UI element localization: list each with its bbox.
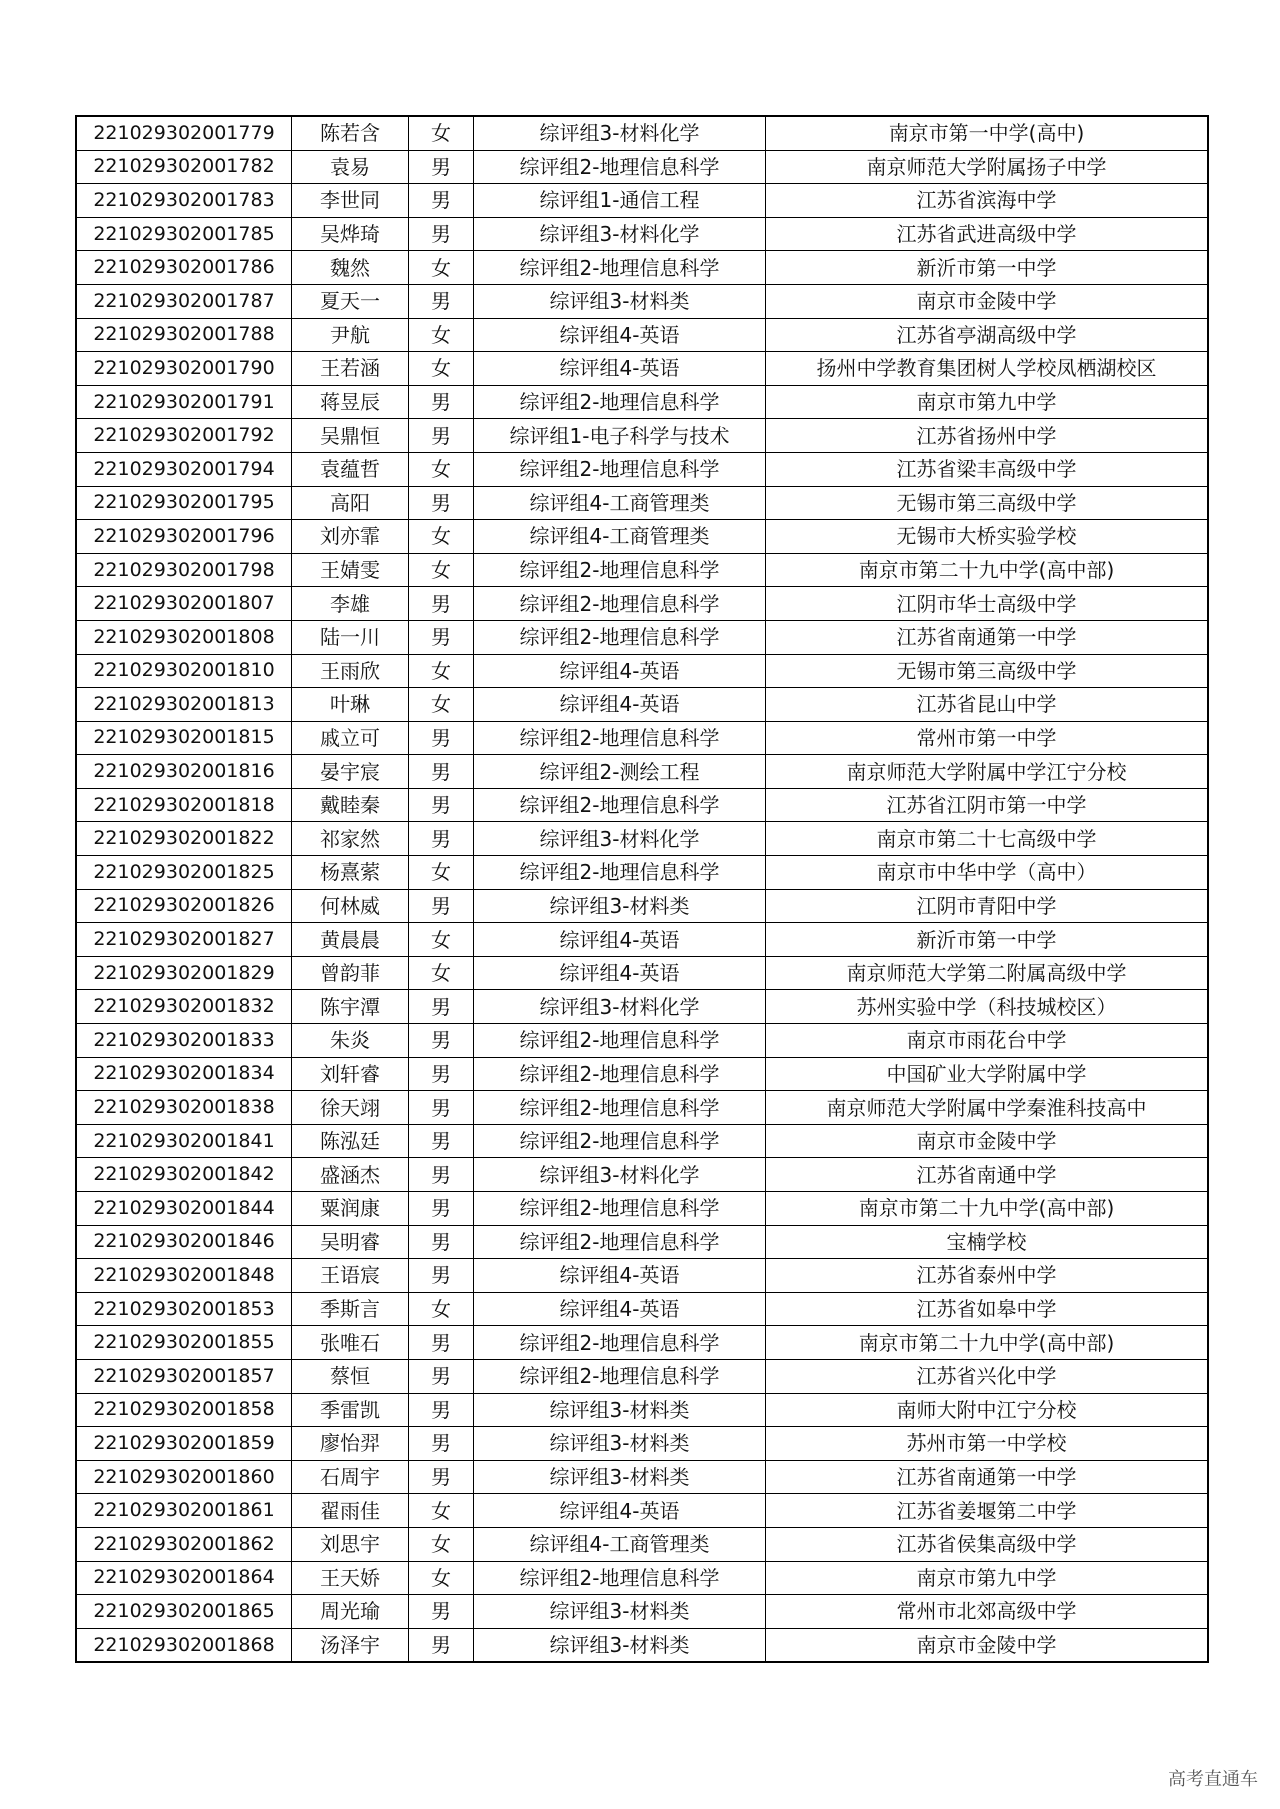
name-cell: 王天娇 xyxy=(292,1561,409,1595)
school-cell: 南京市第九中学 xyxy=(766,1561,1209,1595)
gender-cell: 男 xyxy=(409,1192,474,1226)
group-major-cell: 综评组2-地理信息科学 xyxy=(474,1091,766,1125)
table-row xyxy=(76,1628,1208,1662)
name-cell: 戚立可 xyxy=(292,721,409,755)
group-major-cell: 综评组4-工商管理类 xyxy=(474,486,766,520)
gender-cell: 男 xyxy=(409,1460,474,1494)
group-major-cell: 综评组2-地理信息科学 xyxy=(474,150,766,184)
exam-id-cell: 221029302001795 xyxy=(76,486,292,520)
gender-cell: 男 xyxy=(409,1158,474,1192)
gender-cell: 女 xyxy=(409,1292,474,1326)
group-major-cell: 综评组2-地理信息科学 xyxy=(474,788,766,822)
exam-id-cell: 221029302001864 xyxy=(76,1561,292,1595)
school-cell: 南京师范大学附属中学江宁分校 xyxy=(766,755,1209,789)
group-major-cell: 综评组4-英语 xyxy=(474,923,766,957)
school-cell: 苏州市第一中学校 xyxy=(766,1427,1209,1461)
group-major-cell: 综评组4-英语 xyxy=(474,1259,766,1293)
group-major-cell: 综评组1-电子科学与技术 xyxy=(474,419,766,453)
gender-cell: 男 xyxy=(409,486,474,520)
name-cell: 李世同 xyxy=(292,184,409,218)
group-major-cell: 综评组2-地理信息科学 xyxy=(474,1192,766,1226)
exam-id-cell: 221029302001792 xyxy=(76,419,292,453)
gender-cell: 女 xyxy=(409,688,474,722)
table-row xyxy=(76,1527,1208,1561)
school-cell: 江苏省侯集高级中学 xyxy=(766,1527,1209,1561)
school-cell: 江苏省亭湖高级中学 xyxy=(766,318,1209,352)
exam-id-cell: 221029302001815 xyxy=(76,721,292,755)
gender-cell: 女 xyxy=(409,1494,474,1528)
gender-cell: 男 xyxy=(409,184,474,218)
exam-id-cell: 221029302001859 xyxy=(76,1427,292,1461)
table-row xyxy=(76,184,1208,218)
school-cell: 南京市金陵中学 xyxy=(766,1628,1209,1662)
gender-cell: 女 xyxy=(409,923,474,957)
group-major-cell: 综评组2-地理信息科学 xyxy=(474,1561,766,1595)
name-cell: 蔡恒 xyxy=(292,1359,409,1393)
name-cell: 刘亦霏 xyxy=(292,520,409,554)
group-major-cell: 综评组2-地理信息科学 xyxy=(474,1024,766,1058)
exam-id-cell: 221029302001833 xyxy=(76,1024,292,1058)
name-cell: 翟雨佳 xyxy=(292,1494,409,1528)
exam-id-cell: 221029302001787 xyxy=(76,284,292,318)
table-row xyxy=(76,1091,1208,1125)
name-cell: 季雷凯 xyxy=(292,1393,409,1427)
exam-id-cell: 221029302001862 xyxy=(76,1527,292,1561)
exam-id-cell: 221029302001798 xyxy=(76,553,292,587)
table-row xyxy=(76,452,1208,486)
gender-cell: 男 xyxy=(409,419,474,453)
table-row xyxy=(76,116,1208,150)
exam-id-cell: 221029302001783 xyxy=(76,184,292,218)
gender-cell: 女 xyxy=(409,352,474,386)
name-cell: 陈泓廷 xyxy=(292,1124,409,1158)
table-row xyxy=(76,1124,1208,1158)
table-row xyxy=(76,788,1208,822)
name-cell: 夏天一 xyxy=(292,284,409,318)
group-major-cell: 综评组2-地理信息科学 xyxy=(474,1057,766,1091)
group-major-cell: 综评组2-测绘工程 xyxy=(474,755,766,789)
gender-cell: 女 xyxy=(409,520,474,554)
school-cell: 江苏省南通第一中学 xyxy=(766,620,1209,654)
gender-cell: 男 xyxy=(409,150,474,184)
school-cell: 南京市第二十七高级中学 xyxy=(766,822,1209,856)
exam-id-cell: 221029302001832 xyxy=(76,990,292,1024)
admission-list-table xyxy=(75,115,1209,1663)
name-cell: 祁家然 xyxy=(292,822,409,856)
name-cell: 盛涵杰 xyxy=(292,1158,409,1192)
name-cell: 廖怡羿 xyxy=(292,1427,409,1461)
school-cell: 南京市第二十九中学(高中部) xyxy=(766,553,1209,587)
table-row xyxy=(76,217,1208,251)
exam-id-cell: 221029302001808 xyxy=(76,620,292,654)
group-major-cell: 综评组3-材料类 xyxy=(474,284,766,318)
group-major-cell: 综评组3-材料化学 xyxy=(474,116,766,150)
school-cell: 江阴市青阳中学 xyxy=(766,889,1209,923)
admission-list-sheet xyxy=(75,115,1209,1663)
school-cell: 扬州中学教育集团树人学校凤栖湖校区 xyxy=(766,352,1209,386)
gender-cell: 男 xyxy=(409,1628,474,1662)
gender-cell: 男 xyxy=(409,1427,474,1461)
school-cell: 南京市第二十九中学(高中部) xyxy=(766,1326,1209,1360)
school-cell: 常州市北郊高级中学 xyxy=(766,1595,1209,1629)
group-major-cell: 综评组3-材料类 xyxy=(474,889,766,923)
school-cell: 江苏省武进高级中学 xyxy=(766,217,1209,251)
table-row xyxy=(76,1158,1208,1192)
school-cell: 南京市第一中学(高中) xyxy=(766,116,1209,150)
exam-id-cell: 221029302001853 xyxy=(76,1292,292,1326)
school-cell: 南京师范大学附属中学秦淮科技高中 xyxy=(766,1091,1209,1125)
name-cell: 魏然 xyxy=(292,251,409,285)
gender-cell: 女 xyxy=(409,1561,474,1595)
gender-cell: 男 xyxy=(409,1124,474,1158)
exam-id-cell: 221029302001827 xyxy=(76,923,292,957)
name-cell: 吴鼎恒 xyxy=(292,419,409,453)
name-cell: 王雨欣 xyxy=(292,654,409,688)
school-cell: 宝楠学校 xyxy=(766,1225,1209,1259)
school-cell: 江苏省南通第一中学 xyxy=(766,1460,1209,1494)
group-major-cell: 综评组2-地理信息科学 xyxy=(474,385,766,419)
gender-cell: 男 xyxy=(409,788,474,822)
group-major-cell: 综评组3-材料类 xyxy=(474,1460,766,1494)
table-row xyxy=(76,1192,1208,1226)
school-cell: 江苏省姜堰第二中学 xyxy=(766,1494,1209,1528)
name-cell: 石周宇 xyxy=(292,1460,409,1494)
school-cell: 江阴市华士高级中学 xyxy=(766,587,1209,621)
group-major-cell: 综评组2-地理信息科学 xyxy=(474,452,766,486)
school-cell: 苏州实验中学（科技城校区） xyxy=(766,990,1209,1024)
group-major-cell: 综评组4-英语 xyxy=(474,352,766,386)
table-row xyxy=(76,251,1208,285)
exam-id-cell: 221029302001846 xyxy=(76,1225,292,1259)
name-cell: 晏宇宸 xyxy=(292,755,409,789)
exam-id-cell: 221029302001788 xyxy=(76,318,292,352)
school-cell: 南京师范大学附属扬子中学 xyxy=(766,150,1209,184)
exam-id-cell: 221029302001838 xyxy=(76,1091,292,1125)
group-major-cell: 综评组3-材料化学 xyxy=(474,822,766,856)
table-row xyxy=(76,1427,1208,1461)
table-row xyxy=(76,1292,1208,1326)
exam-id-cell: 221029302001865 xyxy=(76,1595,292,1629)
gender-cell: 女 xyxy=(409,318,474,352)
school-cell: 新沂市第一中学 xyxy=(766,251,1209,285)
school-cell: 江苏省兴化中学 xyxy=(766,1359,1209,1393)
school-cell: 江苏省如皋中学 xyxy=(766,1292,1209,1326)
gender-cell: 男 xyxy=(409,620,474,654)
gender-cell: 女 xyxy=(409,553,474,587)
gender-cell: 男 xyxy=(409,755,474,789)
school-cell: 江苏省扬州中学 xyxy=(766,419,1209,453)
name-cell: 蒋昱辰 xyxy=(292,385,409,419)
group-major-cell: 综评组3-材料类 xyxy=(474,1393,766,1427)
exam-id-cell: 221029302001841 xyxy=(76,1124,292,1158)
gender-cell: 男 xyxy=(409,822,474,856)
name-cell: 黄晨晨 xyxy=(292,923,409,957)
table-row xyxy=(76,385,1208,419)
group-major-cell: 综评组3-材料类 xyxy=(474,1595,766,1629)
school-cell: 江苏省南通中学 xyxy=(766,1158,1209,1192)
name-cell: 王婧雯 xyxy=(292,553,409,587)
table-row xyxy=(76,1359,1208,1393)
name-cell: 汤泽宇 xyxy=(292,1628,409,1662)
group-major-cell: 综评组4-英语 xyxy=(474,654,766,688)
school-cell: 南京市第九中学 xyxy=(766,385,1209,419)
group-major-cell: 综评组2-地理信息科学 xyxy=(474,620,766,654)
name-cell: 戴睦秦 xyxy=(292,788,409,822)
name-cell: 王语宸 xyxy=(292,1259,409,1293)
exam-id-cell: 221029302001829 xyxy=(76,956,292,990)
table-row xyxy=(76,755,1208,789)
exam-id-cell: 221029302001791 xyxy=(76,385,292,419)
gender-cell: 男 xyxy=(409,284,474,318)
name-cell: 粟润康 xyxy=(292,1192,409,1226)
table-row xyxy=(76,1494,1208,1528)
table-row xyxy=(76,822,1208,856)
school-cell: 中国矿业大学附属中学 xyxy=(766,1057,1209,1091)
table-row xyxy=(76,486,1208,520)
school-cell: 江苏省梁丰高级中学 xyxy=(766,452,1209,486)
table-row xyxy=(76,284,1208,318)
school-cell: 江苏省泰州中学 xyxy=(766,1259,1209,1293)
school-cell: 南京市中华中学（高中） xyxy=(766,856,1209,890)
school-cell: 无锡市第三高级中学 xyxy=(766,486,1209,520)
exam-id-cell: 221029302001796 xyxy=(76,520,292,554)
name-cell: 周光瑜 xyxy=(292,1595,409,1629)
group-major-cell: 综评组3-材料化学 xyxy=(474,990,766,1024)
school-cell: 江苏省昆山中学 xyxy=(766,688,1209,722)
exam-id-cell: 221029302001842 xyxy=(76,1158,292,1192)
gender-cell: 男 xyxy=(409,1225,474,1259)
exam-id-cell: 221029302001794 xyxy=(76,452,292,486)
group-major-cell: 综评组4-英语 xyxy=(474,688,766,722)
table-row xyxy=(76,352,1208,386)
table-row xyxy=(76,1460,1208,1494)
table-row xyxy=(76,1259,1208,1293)
table-row xyxy=(76,318,1208,352)
group-major-cell: 综评组2-地理信息科学 xyxy=(474,251,766,285)
group-major-cell: 综评组4-英语 xyxy=(474,1494,766,1528)
school-cell: 南京市雨花台中学 xyxy=(766,1024,1209,1058)
name-cell: 朱炎 xyxy=(292,1024,409,1058)
group-major-cell: 综评组4-英语 xyxy=(474,1292,766,1326)
table-row xyxy=(76,721,1208,755)
group-major-cell: 综评组2-地理信息科学 xyxy=(474,721,766,755)
gender-cell: 女 xyxy=(409,856,474,890)
exam-id-cell: 221029302001810 xyxy=(76,654,292,688)
table-row xyxy=(76,520,1208,554)
table-row xyxy=(76,956,1208,990)
group-major-cell: 综评组3-材料类 xyxy=(474,1628,766,1662)
exam-id-cell: 221029302001779 xyxy=(76,116,292,150)
exam-id-cell: 221029302001786 xyxy=(76,251,292,285)
name-cell: 吴烨琦 xyxy=(292,217,409,251)
group-major-cell: 综评组4-工商管理类 xyxy=(474,1527,766,1561)
table-row xyxy=(76,654,1208,688)
school-cell: 常州市第一中学 xyxy=(766,721,1209,755)
table-body xyxy=(76,116,1208,1662)
group-major-cell: 综评组3-材料化学 xyxy=(474,1158,766,1192)
gender-cell: 女 xyxy=(409,654,474,688)
group-major-cell: 综评组2-地理信息科学 xyxy=(474,1124,766,1158)
gender-cell: 男 xyxy=(409,1595,474,1629)
table-row xyxy=(76,990,1208,1024)
school-cell: 新沂市第一中学 xyxy=(766,923,1209,957)
school-cell: 无锡市大桥实验学校 xyxy=(766,520,1209,554)
group-major-cell: 综评组2-地理信息科学 xyxy=(474,1359,766,1393)
table-row xyxy=(76,1595,1208,1629)
gender-cell: 男 xyxy=(409,1393,474,1427)
school-cell: 南京市金陵中学 xyxy=(766,284,1209,318)
school-cell: 南师大附中江宁分校 xyxy=(766,1393,1209,1427)
table-row xyxy=(76,688,1208,722)
name-cell: 尹航 xyxy=(292,318,409,352)
group-major-cell: 综评组3-材料化学 xyxy=(474,217,766,251)
name-cell: 叶琳 xyxy=(292,688,409,722)
gender-cell: 男 xyxy=(409,721,474,755)
group-major-cell: 综评组2-地理信息科学 xyxy=(474,1326,766,1360)
exam-id-cell: 221029302001782 xyxy=(76,150,292,184)
table-row xyxy=(76,620,1208,654)
name-cell: 刘思宇 xyxy=(292,1527,409,1561)
exam-id-cell: 221029302001790 xyxy=(76,352,292,386)
name-cell: 杨熹萦 xyxy=(292,856,409,890)
table-row xyxy=(76,419,1208,453)
name-cell: 高阳 xyxy=(292,486,409,520)
name-cell: 张唯石 xyxy=(292,1326,409,1360)
exam-id-cell: 221029302001868 xyxy=(76,1628,292,1662)
exam-id-cell: 221029302001861 xyxy=(76,1494,292,1528)
name-cell: 陈宇潭 xyxy=(292,990,409,1024)
exam-id-cell: 221029302001816 xyxy=(76,755,292,789)
gender-cell: 男 xyxy=(409,1024,474,1058)
exam-id-cell: 221029302001844 xyxy=(76,1192,292,1226)
exam-id-cell: 221029302001857 xyxy=(76,1359,292,1393)
table-row xyxy=(76,1393,1208,1427)
gender-cell: 女 xyxy=(409,1527,474,1561)
school-cell: 江苏省滨海中学 xyxy=(766,184,1209,218)
name-cell: 季斯言 xyxy=(292,1292,409,1326)
group-major-cell: 综评组2-地理信息科学 xyxy=(474,587,766,621)
exam-id-cell: 221029302001813 xyxy=(76,688,292,722)
exam-id-cell: 221029302001848 xyxy=(76,1259,292,1293)
school-cell: 江苏省江阴市第一中学 xyxy=(766,788,1209,822)
name-cell: 袁蕴哲 xyxy=(292,452,409,486)
group-major-cell: 综评组4-英语 xyxy=(474,318,766,352)
group-major-cell: 综评组2-地理信息科学 xyxy=(474,856,766,890)
name-cell: 王若涵 xyxy=(292,352,409,386)
table-row xyxy=(76,150,1208,184)
group-major-cell: 综评组2-地理信息科学 xyxy=(474,553,766,587)
gender-cell: 男 xyxy=(409,1259,474,1293)
name-cell: 李雄 xyxy=(292,587,409,621)
school-cell: 南京师范大学第二附属高级中学 xyxy=(766,956,1209,990)
gender-cell: 男 xyxy=(409,1326,474,1360)
watermark: 高考直通车 xyxy=(1168,1769,1258,1790)
group-major-cell: 综评组1-通信工程 xyxy=(474,184,766,218)
exam-id-cell: 221029302001785 xyxy=(76,217,292,251)
group-major-cell: 综评组2-地理信息科学 xyxy=(474,1225,766,1259)
exam-id-cell: 221029302001825 xyxy=(76,856,292,890)
gender-cell: 女 xyxy=(409,452,474,486)
table-row xyxy=(76,1225,1208,1259)
gender-cell: 女 xyxy=(409,116,474,150)
table-row xyxy=(76,889,1208,923)
table-row xyxy=(76,587,1208,621)
group-major-cell: 综评组3-材料类 xyxy=(474,1427,766,1461)
group-major-cell: 综评组4-工商管理类 xyxy=(474,520,766,554)
gender-cell: 男 xyxy=(409,385,474,419)
table-row xyxy=(76,553,1208,587)
gender-cell: 男 xyxy=(409,587,474,621)
name-cell: 袁易 xyxy=(292,150,409,184)
table-row xyxy=(76,923,1208,957)
group-major-cell: 综评组4-英语 xyxy=(474,956,766,990)
gender-cell: 女 xyxy=(409,251,474,285)
name-cell: 徐天翊 xyxy=(292,1091,409,1125)
name-cell: 刘轩睿 xyxy=(292,1057,409,1091)
gender-cell: 男 xyxy=(409,990,474,1024)
school-cell: 南京市第二十九中学(高中部) xyxy=(766,1192,1209,1226)
gender-cell: 男 xyxy=(409,217,474,251)
school-cell: 南京市金陵中学 xyxy=(766,1124,1209,1158)
table-row xyxy=(76,1057,1208,1091)
table-row xyxy=(76,1024,1208,1058)
gender-cell: 男 xyxy=(409,1359,474,1393)
exam-id-cell: 221029302001834 xyxy=(76,1057,292,1091)
table-row xyxy=(76,1561,1208,1595)
exam-id-cell: 221029302001822 xyxy=(76,822,292,856)
exam-id-cell: 221029302001818 xyxy=(76,788,292,822)
school-cell: 无锡市第三高级中学 xyxy=(766,654,1209,688)
exam-id-cell: 221029302001858 xyxy=(76,1393,292,1427)
exam-id-cell: 221029302001855 xyxy=(76,1326,292,1360)
name-cell: 曾韵菲 xyxy=(292,956,409,990)
name-cell: 陈若含 xyxy=(292,116,409,150)
exam-id-cell: 221029302001807 xyxy=(76,587,292,621)
name-cell: 吴明睿 xyxy=(292,1225,409,1259)
name-cell: 何林威 xyxy=(292,889,409,923)
table-row xyxy=(76,856,1208,890)
gender-cell: 女 xyxy=(409,956,474,990)
name-cell: 陆一川 xyxy=(292,620,409,654)
gender-cell: 男 xyxy=(409,1057,474,1091)
gender-cell: 男 xyxy=(409,1091,474,1125)
exam-id-cell: 221029302001826 xyxy=(76,889,292,923)
exam-id-cell: 221029302001860 xyxy=(76,1460,292,1494)
table-row xyxy=(76,1326,1208,1360)
gender-cell: 男 xyxy=(409,889,474,923)
